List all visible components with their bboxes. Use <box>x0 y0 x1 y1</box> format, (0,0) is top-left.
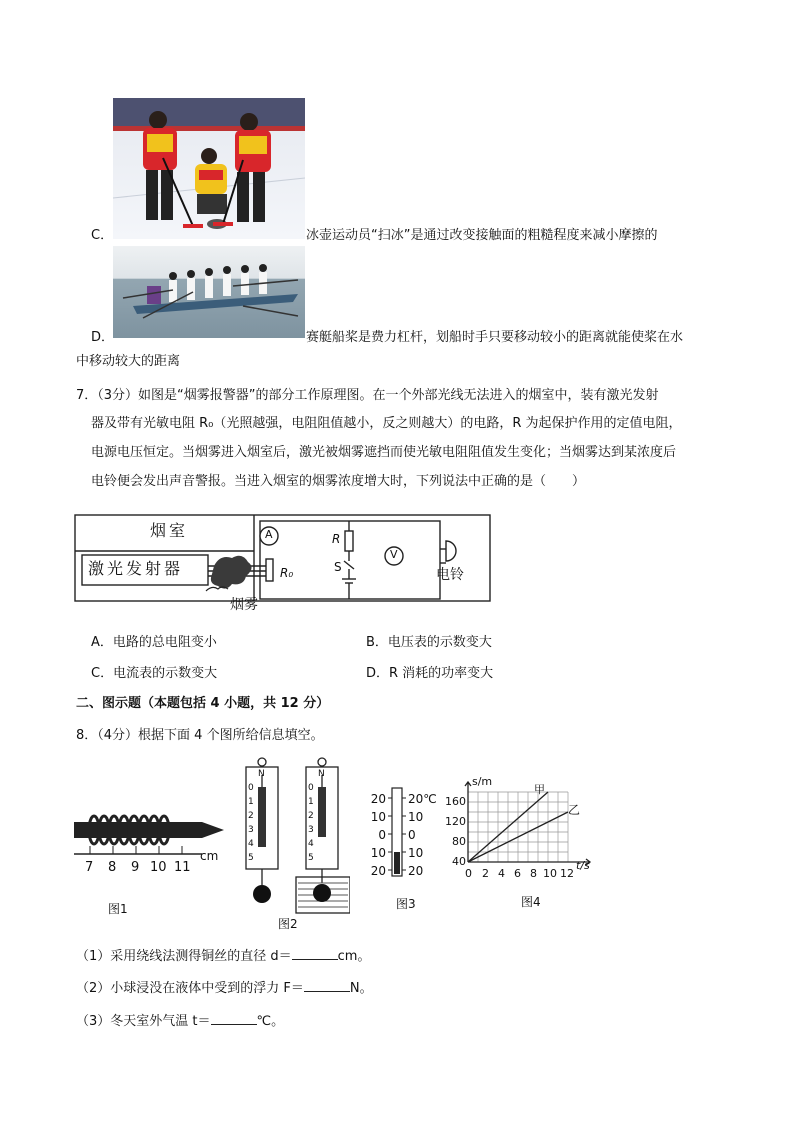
fig2-r-tick-1: 1 <box>308 797 314 807</box>
fig3-l-tick-1: 10 <box>370 810 386 824</box>
fig2-scale-left <box>248 767 265 865</box>
fig3-l-tick-2: 0 <box>378 828 386 842</box>
q7-line-4: 电铃便会发出声音警报。当进入烟室的烟雾浓度增大时，下列说法中正确的是（ ） <box>91 474 586 489</box>
option-d-label: D． <box>91 330 115 345</box>
smoke-alarm-diagram <box>74 511 494 621</box>
fig4-caption: 图4 <box>521 895 541 909</box>
fig4-series-yi: 乙 <box>568 803 581 817</box>
fig2-r-tick-3: 3 <box>308 825 314 835</box>
fig1-caption: 图1 <box>108 902 128 916</box>
fig3-unit: ℃ <box>423 792 437 806</box>
fig3-l-tick-0: 20 <box>370 792 386 806</box>
fig1-tick-11: 11 <box>174 860 191 875</box>
fig4-st-graph <box>440 775 600 882</box>
photoresistor-label: R₀ <box>280 566 294 580</box>
option-c-text: 冰壶运动员“扫冰”是通过改变接触面的粗糙程度来减小摩擦的 <box>306 228 658 243</box>
fig2-tick-2: 2 <box>248 811 254 821</box>
fig4-ytick-80: 80 <box>452 835 466 848</box>
q8-sub-2-unit: N。 <box>349 981 373 996</box>
option-c-label: C． <box>91 228 114 243</box>
fig4-xtick-10: 10 <box>543 867 557 880</box>
fig2-r-tick-0: 0 <box>308 783 314 793</box>
fig2-caption: 图2 <box>278 917 298 931</box>
fig2-tick-1: 1 <box>248 797 254 807</box>
fig2-tick-3: 3 <box>248 825 254 835</box>
q7-option-c: C．电流表的示数变大 <box>91 666 218 681</box>
bell-label: 电铃 <box>436 567 464 583</box>
fig4-xtick-12: 12 <box>560 867 574 880</box>
q8-sub-1-blank[interactable] <box>292 945 338 960</box>
q8-sub-1-unit: cm。 <box>337 949 371 964</box>
fig1-tick-8: 8 <box>108 860 117 875</box>
fig2-scale-right <box>308 767 325 865</box>
q8-sub-1 <box>76 945 370 967</box>
fig4-xtick-4: 4 <box>498 867 505 880</box>
fig2-r-tick-2: 2 <box>308 811 314 821</box>
fig1-ruler-coil <box>72 800 232 880</box>
laser-label: 激光发射器 <box>88 559 184 578</box>
fig4-ytick-120: 120 <box>445 815 466 828</box>
fig3-l-tick-3: 10 <box>370 846 386 860</box>
resistor-label: R <box>332 532 341 546</box>
fig4-ylabel: s/m <box>472 775 493 788</box>
q8-sub-1-text: （1）采用绕线法测得铜丝的直径 d＝ <box>76 949 292 964</box>
q7-option-d: D．R 消耗的功率变大 <box>366 666 494 681</box>
fig4-xlabel: t/s <box>576 859 590 872</box>
fig3-r-tick-4: 20 <box>408 864 424 878</box>
fig3-r-tick-2: 0 <box>408 828 416 842</box>
q8-stem: 8．（4分）根据下面 4 个图所给信息填空。 <box>76 728 324 743</box>
q8-sub-3-unit: ℃。 <box>256 1014 285 1029</box>
ammeter-label: A <box>265 528 273 541</box>
option-d-text-2: 中移动较大的距离 <box>76 354 181 369</box>
fig3-caption: 图3 <box>396 897 416 911</box>
option-d-text-1: 赛艇船桨是费力杠杆，划船时手只要移动较小的距离就能使桨在水 <box>306 330 684 345</box>
fig2-n-label-right: N <box>318 769 325 779</box>
curling-photo-drawing <box>113 98 305 239</box>
fig2-n-label-left: N <box>258 769 265 779</box>
fig1-tick-7: 7 <box>85 860 94 875</box>
fig2-tick-4: 4 <box>248 839 254 849</box>
q8-sub-3-text: （3）冬天室外气温 t＝ <box>76 1014 211 1029</box>
fig3-r-tick-3: 10 <box>408 846 424 860</box>
fig3-r-tick-0 <box>408 790 437 808</box>
fig3-r-tick-0-value: 20 <box>408 792 424 806</box>
fig4-xtick-6: 6 <box>514 867 521 880</box>
fig2-tick-5: 5 <box>248 853 254 863</box>
fig4-xtick-2: 2 <box>482 867 489 880</box>
q8-sub-2-blank[interactable] <box>304 977 350 992</box>
fig1-tick-10: 10 <box>150 860 167 875</box>
q8-sub-3-blank[interactable] <box>211 1010 257 1025</box>
fig1-unit: cm <box>200 849 219 863</box>
fig3-l-tick-4: 20 <box>370 864 386 878</box>
q7-option-b: B．电压表的示数变大 <box>366 635 492 650</box>
q8-sub-3 <box>76 1010 284 1032</box>
voltmeter-label: V <box>390 548 398 561</box>
q8-sub-2 <box>76 977 373 999</box>
fig2-r-tick-5: 5 <box>308 853 314 863</box>
fig4-ytick-40: 40 <box>452 855 466 868</box>
switch-label: S <box>334 560 342 574</box>
fig2-spring-scales <box>240 757 350 915</box>
fig2-r-tick-4: 4 <box>308 839 314 849</box>
smoke-label: 烟雾 <box>230 597 258 613</box>
rowing-photo-drawing <box>113 246 305 338</box>
curling-photo <box>113 98 305 239</box>
fig2-tick-0: 0 <box>248 783 254 793</box>
fig4-series-jia: 甲 <box>534 783 545 796</box>
fig4-xtick-0: 0 <box>465 867 472 880</box>
q7-line-2: 器及带有光敏电阻 R₀（光照越强，电阻阻值越小，反之则越大）的电路，R 为起保护作用的定值电阻， <box>91 416 682 431</box>
smoke-room-label: 烟室 <box>150 521 189 540</box>
fig3-r-tick-1: 10 <box>408 810 424 824</box>
fig3-left-scale <box>360 790 386 880</box>
rowing-photo <box>113 246 305 338</box>
section2-heading: 二、图示题（本题包括 4 小题，共 12 分） <box>76 696 330 711</box>
fig3-right-scale <box>408 790 437 880</box>
q7-line-3: 电源电压恒定。当烟雾进入烟室后，激光被烟雾遮挡而使光敏电阻阻值发生变化；当烟雾达到某浓度后 <box>91 445 677 460</box>
fig4-ytick-160: 160 <box>445 795 466 808</box>
q8-sub-2-text: （2）小球浸没在液体中受到的浮力 F＝ <box>76 981 304 996</box>
fig1-tick-9: 9 <box>131 860 140 875</box>
fig3-thermometer <box>360 786 438 880</box>
q7-option-a: A．电路的总电阻变小 <box>91 635 217 650</box>
q7-line-1: 7．（3分）如图是“烟雾报警器”的部分工作原理图。在一个外部光线无法进入的烟室中，装有激光发射 <box>76 388 659 403</box>
fig4-xtick-8: 8 <box>530 867 537 880</box>
fig4-yticks <box>440 792 466 872</box>
